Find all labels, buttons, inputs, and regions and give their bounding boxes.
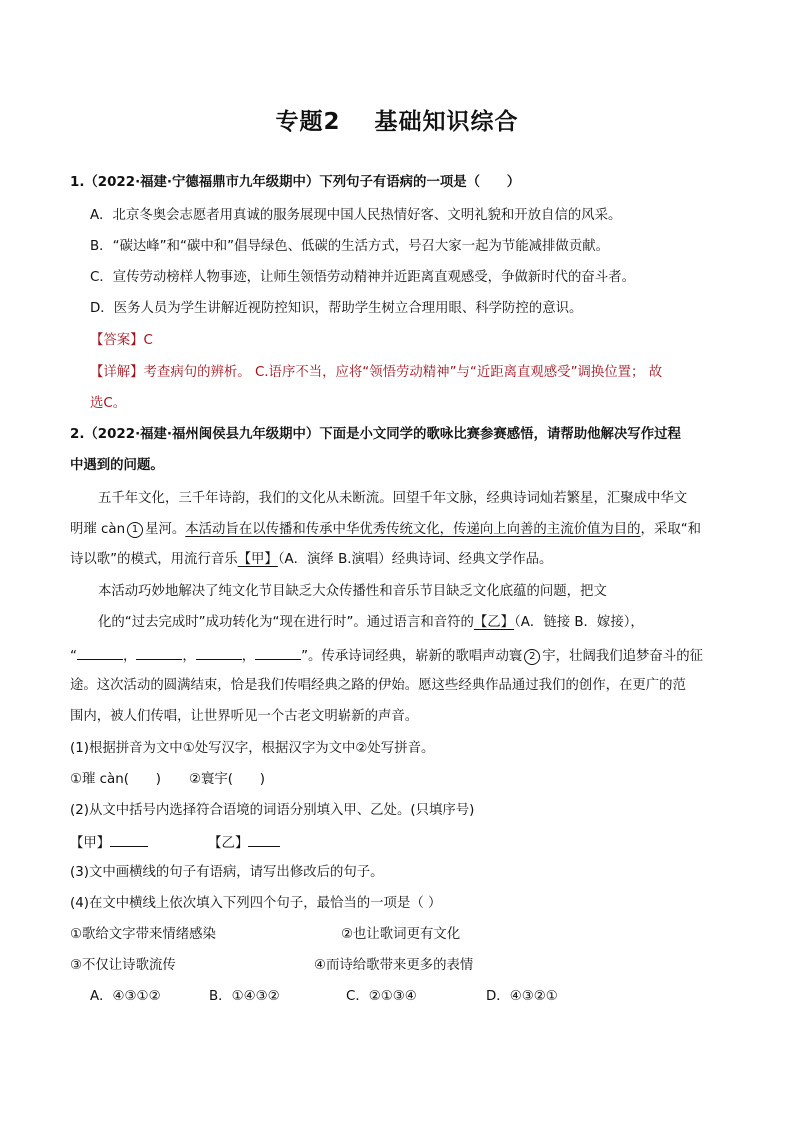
passage-line-2: 明璀 càn 1 星河。本活动旨在以传播和传承中华优秀传统文化，传递向上向善的主流价值为目的，采取“和 — [70, 522, 702, 537]
question-1-stem: 1.（2022·福建·宁德福鼎市九年级期中）下列句子有语病的一项是（ ） — [70, 175, 521, 190]
passage-line-5: 化的“过去完成时”成功转化为“现在进行时”。通过语言和音符的【乙】（A．链接 B．嫁接）， — [98, 615, 644, 630]
q2-option-d: D．④③②① — [486, 989, 558, 1004]
q1-detail-line2: 选C。 — [90, 396, 127, 411]
q1-detail-line1: 【详解】考查病句的辨析。 C.语序不当，应将“领悟劳动精神”与“近距离直观感受”调换位置； 故 — [90, 365, 663, 380]
q1-answer: 【答案】C — [90, 333, 153, 348]
sub-question-3: (3)文中画横线的句子有语病，请写出修改后的句子。 — [70, 865, 384, 880]
question-2-stem-line1: 2.（2022·福建·福州闽侯县九年级期中）下面是小文同学的歌咏比赛参赛感悟，请帮助他解决写作过程 — [70, 427, 681, 442]
fill-blank-3 — [196, 645, 242, 660]
underlined-sentence: 本活动旨在以传播和传承中华优秀传统文化，传递向上向善的主流价值为目的 — [185, 522, 641, 537]
passage-line-8: 围内，被人们传唱，让世界听见一个古老文明崭新的声音。 — [70, 709, 419, 724]
q1-option-a: A．北京冬奥会志愿者用真诚的服务展现中国人民热情好客、文明礼貌和开放自信的风采。 — [90, 208, 622, 223]
q1-option-d: D．医务人员为学生讲解近视防控知识，帮助学生树立合理用眼、科学防控的意识。 — [90, 301, 583, 316]
circled-number-2: 2 — [524, 649, 540, 665]
passage-line-7: 途。这次活动的圆满结束，恰是我们传唱经典之路的伊始。愿这些经典作品通过我们的创作，在更广的范 — [70, 678, 686, 693]
fill-blank-2 — [136, 645, 182, 660]
passage-line-1: 五千年文化，三千年诗韵，我们的文化从未断流。回望千年文脉，经典诗词灿若繁星，汇聚成中华文 — [98, 491, 688, 506]
sentence-option-3: ③不仅让诗歌流传 — [70, 958, 176, 973]
passage-line-6: “ ， ， ， ”。传承诗词经典，崭新的歌唱声动寰 2 宇，壮阔我们追梦奋斗的征 — [70, 645, 703, 667]
sub-question-1: (1)根据拼音为文中①处写汉字，根据汉字为文中②处写拼音。 — [70, 741, 435, 756]
sub-question-2: (2)从文中括号内选择符合语境的词语分别填入甲、乙处。(只填序号) — [70, 803, 475, 818]
answer-blank-yi — [248, 832, 280, 847]
answer-blank-jia — [110, 832, 148, 847]
fill-blank-4 — [255, 645, 301, 660]
sub-question-1-blanks: ①璀 càn( ) ②寰宇( ) — [70, 772, 265, 787]
fill-blank-1 — [77, 645, 123, 660]
sentence-option-2: ②也让歌词更有文化 — [341, 927, 461, 942]
sentence-option-1: ①歌给文字带来情绪感染 — [70, 927, 216, 942]
passage-line-3: 诗以歌”的模式，用流行音乐【甲】（A．演绎 B.演唱）经典诗词、经典文学作品。 — [70, 552, 553, 567]
sub-question-2-blanks: 【甲】 【乙】 — [70, 832, 280, 854]
sub-question-4: (4)在文中横线上依次填入下列四个句子，最恰当的一项是（ ） — [70, 896, 442, 911]
q1-option-b: B．“碳达峰”和“碳中和”倡导绿色、低碳的生活方式，号召大家一起为节能减排做贡献。 — [90, 239, 609, 254]
q2-option-c: C．②①③④ — [346, 989, 417, 1004]
q1-option-c: C．宣传劳动榜样人物事迹，让师生领悟劳动精神并近距离直观感受，争做新时代的奋斗者。 — [90, 270, 635, 285]
sentence-option-4: ④而诗给歌带来更多的表情 — [314, 958, 474, 973]
blank-jia: 【甲】 — [237, 552, 278, 567]
q2-option-a: A．④③①② — [90, 989, 161, 1004]
q2-option-b: B．①④③② — [209, 989, 280, 1004]
circled-number-1: 1 — [127, 522, 143, 538]
page-title: 专题2 基础知识综合 — [275, 109, 519, 135]
blank-yi: 【乙】 — [473, 615, 515, 630]
question-2-stem-line2: 中遇到的问题。 — [70, 458, 164, 473]
passage-line-4: 本活动巧妙地解决了纯文化节目缺乏大众传播性和音乐节目缺乏文化底蕴的问题，把文 — [98, 584, 607, 599]
